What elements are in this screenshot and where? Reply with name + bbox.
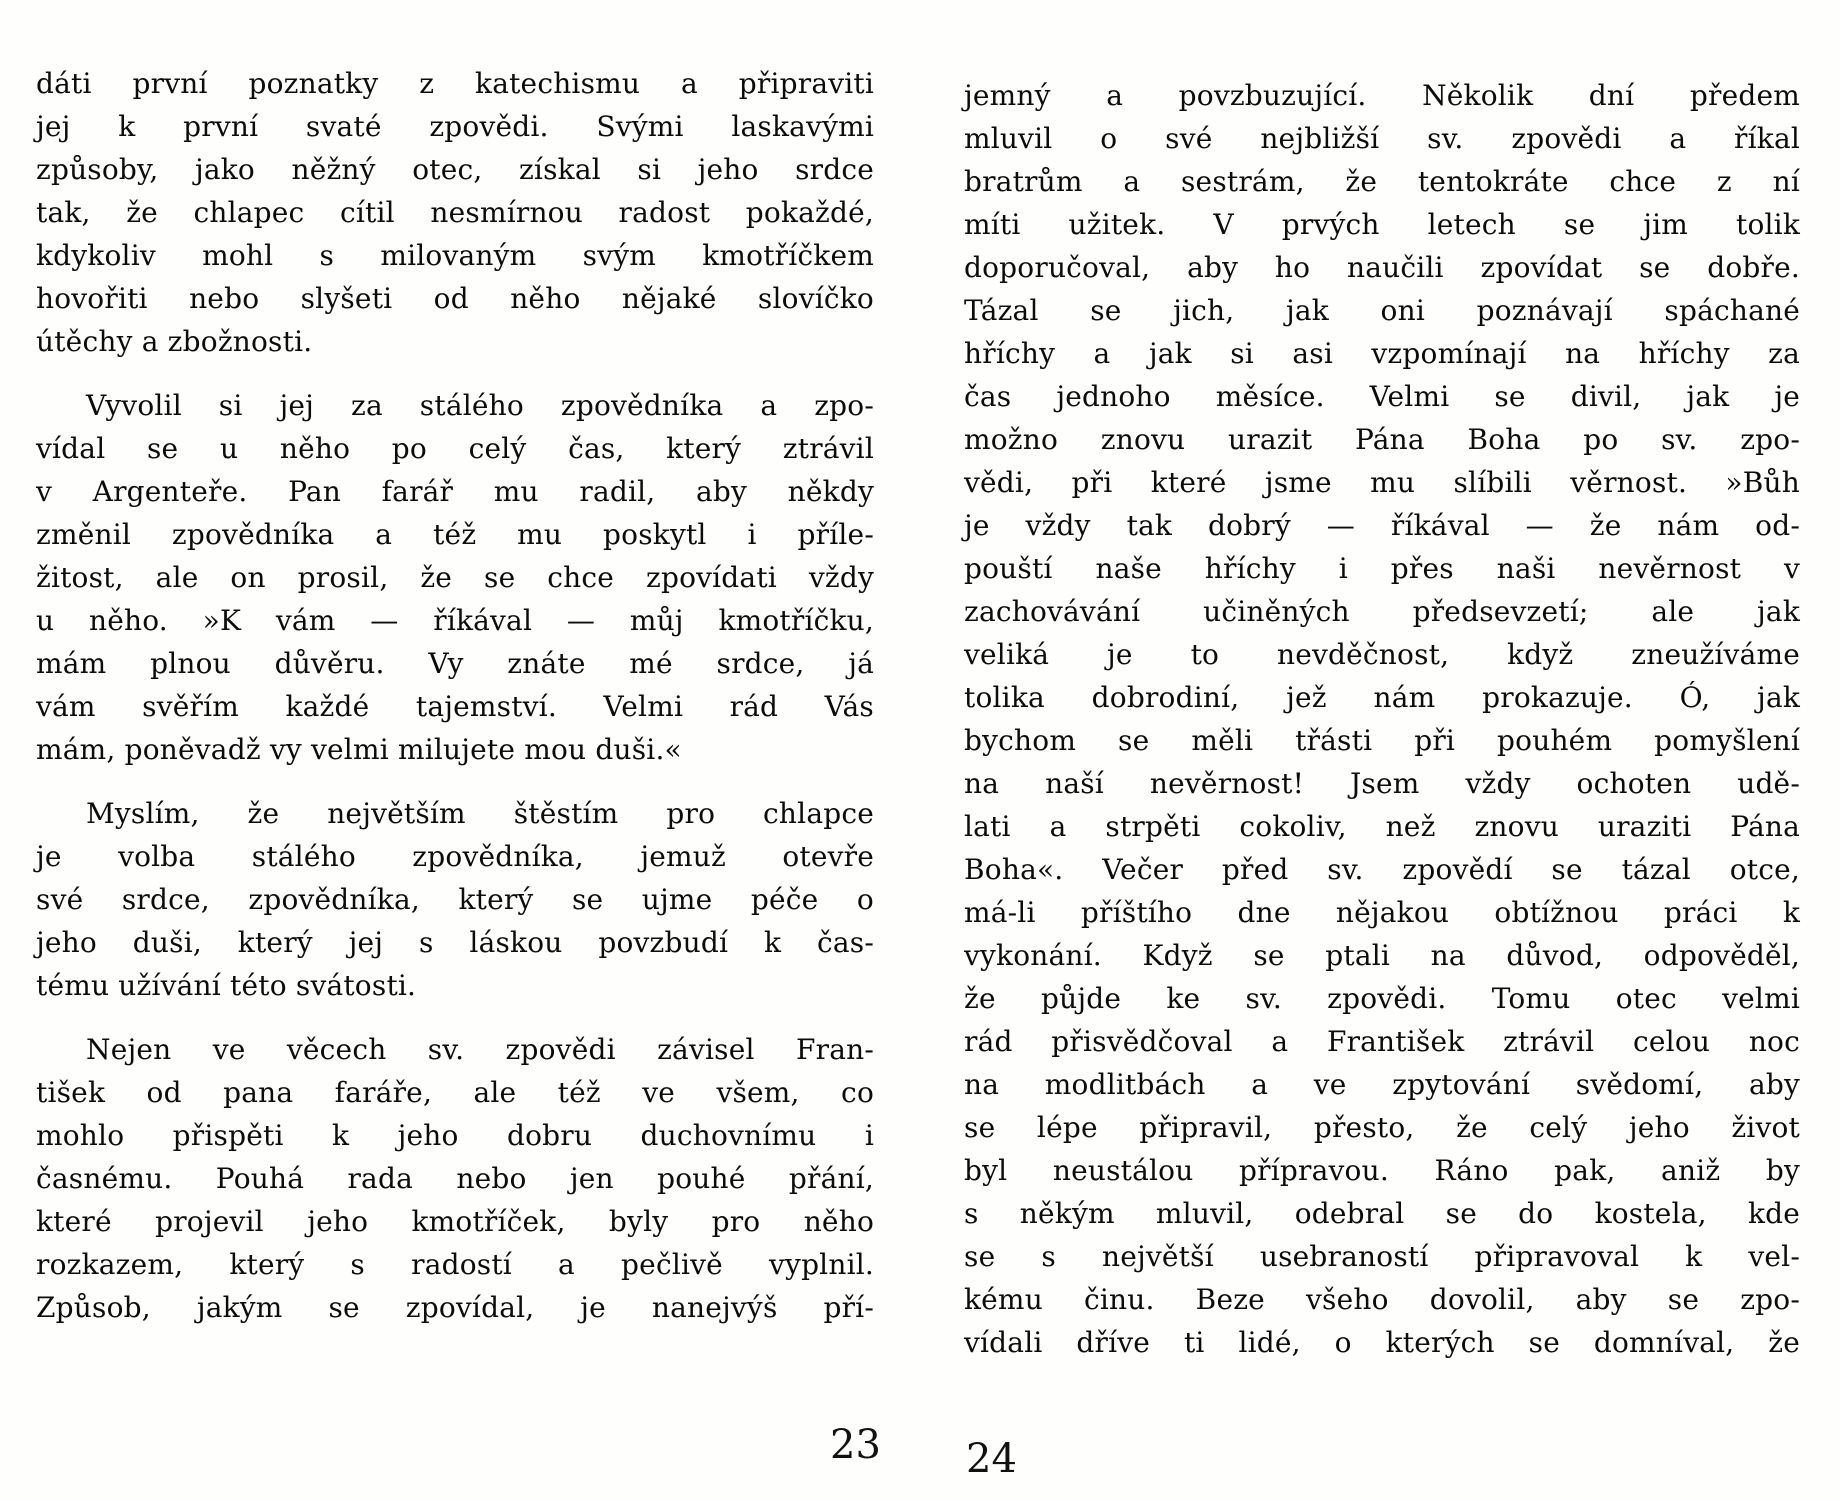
text-line: Nejen ve věcech sv. zpovědi závisel Fran- bbox=[86, 1033, 874, 1066]
paragraph bbox=[36, 1028, 874, 1329]
text-line: s někým mluvil, odebral se do kostela, kde bbox=[964, 1197, 1800, 1230]
paragraph bbox=[964, 74, 1800, 1364]
text-line: kdykoliv mohl s milovaným svým kmotříčkem bbox=[36, 239, 874, 272]
text-line: je vždy tak dobrý — říkával — že nám od- bbox=[964, 509, 1800, 542]
text-line: mám, poněvadž vy velmi milujete mou duši.« bbox=[36, 733, 682, 766]
paragraph bbox=[36, 792, 874, 1007]
right-page-text-column bbox=[964, 74, 1800, 1364]
text-line: lati a strpěti cokoliv, než znovu uraziti Pána bbox=[964, 810, 1800, 843]
text-line: tišek od pana faráře, ale též ve všem, co bbox=[36, 1076, 874, 1109]
text-line: Vyvolil si jej za stálého zpovědníka a zpo- bbox=[86, 389, 874, 422]
text-line: časnému. Pouhá rada nebo jen pouhé přání, bbox=[36, 1162, 874, 1195]
text-line: mluvil o své nejbližší sv. zpovědi a říkal bbox=[964, 122, 1800, 155]
text-line: tak, že chlapec cítil nesmírnou radost pokaždé, bbox=[36, 196, 874, 229]
text-line: tému užívání této svátosti. bbox=[36, 969, 417, 1002]
text-line: u něho. »K vám — říkával — můj kmotříčku, bbox=[36, 604, 874, 637]
text-line: hovořiti nebo slyšeti od něho nějaké slovíčko bbox=[36, 282, 874, 315]
text-line: doporučoval, aby ho naučili zpovídat se dobře. bbox=[964, 251, 1800, 284]
text-line: své srdce, zpovědníka, který se ujme péče o bbox=[36, 883, 874, 916]
paragraph bbox=[36, 62, 874, 363]
text-line: hříchy a jak si asi vzpomínají na hříchy za bbox=[964, 337, 1800, 370]
text-line: tolika dobrodiní, jež nám prokazuje. Ó, jak bbox=[964, 681, 1800, 714]
text-line: mohlo přispěti k jeho dobru duchovnímu i bbox=[36, 1119, 874, 1152]
text-line: jemný a povzbuzující. Několik dní předem bbox=[964, 79, 1800, 112]
text-line: způsoby, jako něžný otec, získal si jeho srdce bbox=[36, 153, 874, 186]
text-line: jej k první svaté zpovědi. Svými laskavými bbox=[36, 110, 874, 143]
text-line: dáti první poznatky z katechismu a připraviti bbox=[36, 67, 874, 100]
text-line: Tázal se jich, jak oni poznávají spáchané bbox=[964, 294, 1800, 327]
text-line: bychom se měli třásti při pouhém pomyšlení bbox=[964, 724, 1800, 757]
text-line: na modlitbách a ve zpytování svědomí, aby bbox=[964, 1068, 1800, 1101]
text-line: změnil zpovědníka a též mu poskytl i příle- bbox=[36, 518, 874, 551]
text-line: se s největší usebraností připravoval k vel- bbox=[964, 1240, 1800, 1273]
text-line: čas jednoho měsíce. Velmi se divil, jak je bbox=[964, 380, 1800, 413]
text-line: možno znovu urazit Pána Boha po sv. zpo- bbox=[964, 423, 1800, 456]
text-line: veliká je to nevděčnost, když zneužíváme bbox=[964, 638, 1800, 671]
text-line: byl neustálou přípravou. Ráno pak, aniž by bbox=[964, 1154, 1800, 1187]
text-line: jeho duši, který jej s láskou povzbudí k čas- bbox=[36, 926, 874, 959]
text-line: mám plnou důvěru. Vy znáte mé srdce, já bbox=[36, 647, 874, 680]
page-number-right: 24 bbox=[966, 1436, 1017, 1482]
text-line: žitost, ale on prosil, že se chce zpovídati vždy bbox=[36, 561, 874, 594]
text-line: že půjde ke sv. zpovědi. Tomu otec velmi bbox=[964, 982, 1800, 1015]
text-line: bratrům a sestrám, že tentokráte chce z ní bbox=[964, 165, 1800, 198]
text-line: Myslím, že největším štěstím pro chlapce bbox=[86, 797, 874, 830]
text-line: které projevil jeho kmotříček, byly pro něho bbox=[36, 1205, 874, 1238]
text-line: míti užitek. V prvých letech se jim tolik bbox=[964, 208, 1800, 241]
page-number-left: 23 bbox=[830, 1422, 881, 1468]
text-line: je volba stálého zpovědníka, jemuž otevře bbox=[36, 840, 874, 873]
left-page-text-column bbox=[36, 62, 874, 1329]
text-line: vám svěřím každé tajemství. Velmi rád Vás bbox=[36, 690, 874, 723]
text-line: rád přisvědčoval a František ztrávil celou noc bbox=[964, 1025, 1800, 1058]
text-line: na naší nevěrnost! Jsem vždy ochoten udě- bbox=[964, 767, 1800, 800]
text-line: má-li příštího dne nějakou obtížnou práci k bbox=[964, 896, 1800, 929]
text-line: útěchy a zbožnosti. bbox=[36, 325, 313, 358]
text-line: se lépe připravil, přesto, že celý jeho život bbox=[964, 1111, 1800, 1144]
text-line: rozkazem, který s radostí a pečlivě vyplnil. bbox=[36, 1248, 874, 1281]
text-line: zachovávání učiněných předsevzetí; ale jak bbox=[964, 595, 1800, 628]
text-line: kému činu. Beze všeho dovolil, aby se zpo- bbox=[964, 1283, 1800, 1316]
text-line: vídali dříve ti lidé, o kterých se domníval, že bbox=[964, 1326, 1800, 1359]
text-line: pouští naše hříchy i přes naši nevěrnost v bbox=[964, 552, 1800, 585]
text-line: v Argenteře. Pan farář mu radil, aby někdy bbox=[36, 475, 874, 508]
text-line: vykonání. Když se ptali na důvod, odpověděl, bbox=[964, 939, 1800, 972]
text-line: Boha«. Večer před sv. zpovědí se tázal otce, bbox=[964, 853, 1800, 886]
text-line: vídal se u něho po celý čas, který ztrávil bbox=[36, 432, 874, 465]
paragraph bbox=[36, 384, 874, 771]
text-line: Způsob, jakým se zpovídal, je nanejvýš pří- bbox=[36, 1291, 874, 1324]
text-line: vědi, při které jsme mu slíbili věrnost. »Bůh bbox=[964, 466, 1800, 499]
